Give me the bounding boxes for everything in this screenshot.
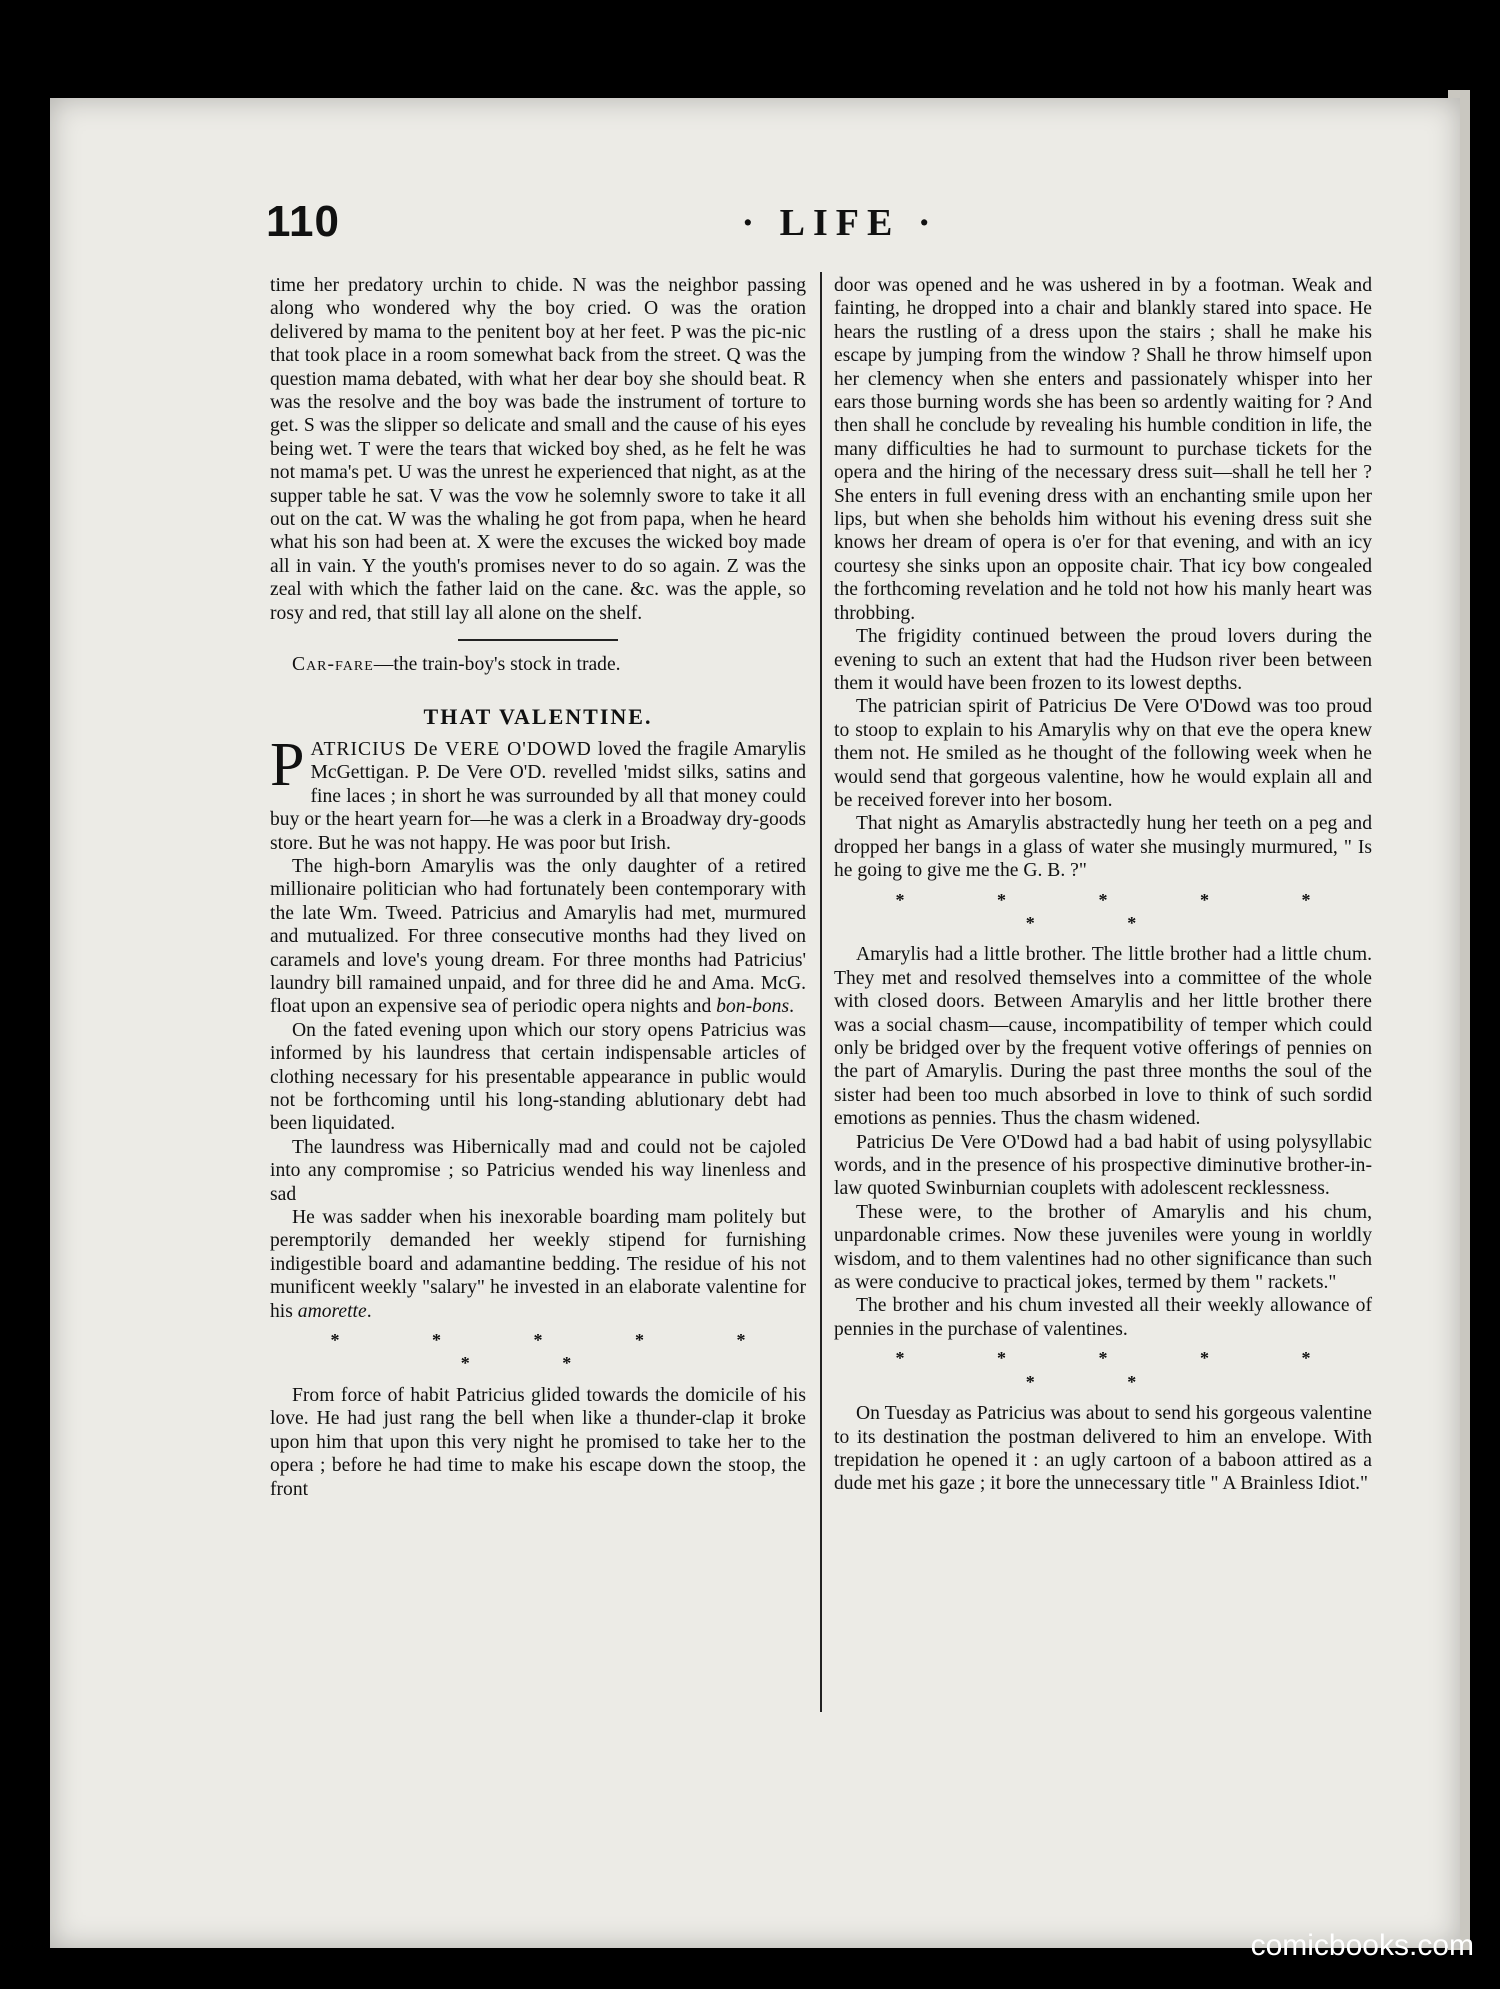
section-stars: * * * * * * *	[895, 889, 1355, 933]
section-stars: * * * * * * *	[895, 1348, 1355, 1392]
right-paragraph-2: The frigidity continued between the proud lovers during the evening to such an extent that had the Hudson river been between them it would have been frozen to its lowest depths.	[834, 626, 1372, 694]
masthead-title: · LIFE ·	[741, 202, 939, 244]
right-column	[834, 274, 1372, 1496]
story-paragraph-1	[270, 730, 806, 855]
story-lead-caps: ATRICIUS De VERE O'DOWD	[310, 738, 592, 760]
carfare-joke	[270, 653, 806, 676]
right-paragraph-3: The patrician spirit of Patricius De Vere O'Dowd was too proud to stoop to explain to his Amarylis why on that eve the opera knew them not. He smiled as he thought of the following week when he would send that gorgeous valentine, how he would explain all and be received forever into her bosom.	[834, 696, 1372, 811]
alphabet-text: time her predatory urchin to chide. N was the neighbor passing along who wondered why the boy cried. O was the oration delivered by mama to the penitent boy at her feet. P was the pic-nic that took place in a room somewhat back from the street. Q was the question mama debated, with what her dear boy she should beat. R was the resolve and the boy was bade the instrument of torture to get. S was the slipper so delicate and small and the cause of his eyes being wet. T were the tears that wicked boy shed, as he felt he was not mama's pet. U was the unrest he experienced that night, as at the supper table he sat. V was the vow he solemnly swore to take it all out on the cat. W was the whaling he got from papa, when he heard what his son had been at. X were the excuses the wicked boy made all in vain. Y the youth's promises never to do so again. Z was the zeal with which the father laid on the cane. &c. was the apple, so rosy and red, that still lay all alone on the shelf.	[270, 275, 806, 624]
story-paragraph-3: On the fated evening upon which our story opens Patricius was informed by his laundress that certain indispensable articles of clothing necessary for his presentable appearance in public would not be forthcoming until his long-standing ablutionary debt had been liquidated.	[270, 1019, 806, 1135]
story-paragraph-5-italic: amorette	[297, 1300, 367, 1322]
story-paragraph-2	[270, 855, 806, 1019]
story-paragraph-5-end: .	[366, 1300, 372, 1322]
story-paragraph-2-italic: bon-bons	[716, 996, 790, 1018]
left-column	[270, 274, 806, 1501]
right-paragraph-4: That night as Amarylis abstractedly hung her teeth on a peg and dropped her bangs in a glass of water she musingly murmured, " Is he going to give me the G. B. ?"	[834, 813, 1372, 882]
story-paragraph-1-text: loved the fragile Amarylis McGettigan. P. De Vere O'D. revelled 'midst silks, satins and fine laces ; in short he was surrounded by all that money could buy or the heart yearn for—he was a clerk in a Broadway dry-goods store. But he was not happy. He was poor but Irish.	[270, 738, 806, 854]
section-rule	[458, 639, 618, 641]
right-paragraph-5: Amarylis had a little brother. The little brother had a little chum. They met and resolved themselves into a committee of the whole with closed doors. Between Amarylis and her little brother there was a social chasm—cause, incompatibility of temper which could only be bridged over by the frequent votive offerings of pennies on the part of Amarylis. During the past three months the soul of the sister had been too much absorbed in love to think of such sordid emotions as pennies. Thus the chasm widened.	[834, 944, 1372, 1130]
column-divider	[820, 272, 822, 1712]
story-paragraph-5	[270, 1206, 806, 1323]
right-paragraph-1: door was opened and he was ushered in by a footman. Weak and fainting, he dropped into a chair and blankly stared into space. He hears the rustling of a dress upon the stairs ; shall he make his escape by jumping from the window ? Shall he throw himself upon her clemency when she enters and passionately whisper into her ears those burning words she has been so ardently waiting for ? And then shall he conclude by revealing his humble condition in life, the many difficulties he had to surmount to purchase tickets for the opera and the hiring of the necessary dress suit—shall he tell her ? She enters in full evening dress with an enchanting smile upon her lips, but when she beholds him without his evening dress suit she knows her dream of opera is o'er for that evening, and with an icy courtesy she sinks upon an opposite chair. That icy bow congealed the forthcoming revelation and he told not how his manly heart was throbbing.	[834, 275, 1372, 624]
section-stars: * * * * * * *	[330, 1330, 790, 1374]
right-paragraph-8: The brother and his chum invested all their weekly allowance of pennies in the purchase of valentines.	[834, 1295, 1372, 1340]
story-paragraph-2-text: The high-born Amarylis was the only daughter of a retired millionaire politician who had fortunately been contemporary with the late Wm. Tweed. Patricius and Amarylis had met, murmured and mutualized. For three consecutive months had they lived on caramels and love's young dream. For three months had Patricius' laundry bill ramained unpaid, and for three did he and Ama. McG. float upon an expensive sea of periodic opera nights and	[270, 855, 806, 1018]
right-paragraph-9: On Tuesday as Patricius was about to send his gorgeous valentine to its destination the postman delivered to him an envelope. With trepidation he opened it : an ugly cartoon of a baboon attired as a dude met his gaze ; it bore the unnecessary title " A Brainless Idiot."	[834, 1403, 1372, 1495]
story-paragraph-4: The laundress was Hibernically mad and could not be cajoled into any compromise ; so Patricius wended his way linenless and sad	[270, 1136, 806, 1205]
story-paragraph-6: From force of habit Patricius glided towards the domicile of his love. He had just rang the bell when like a thunder-clap it broke upon him that upon this very night he promised to take her to the opera ; before he had time to make his escape down the stoop, the front	[270, 1384, 806, 1500]
story-paragraph-5-text: He was sadder when his inexorable boarding mam politely but peremptorily demanded her weekly stipend for furnishing indigestible board and adamantine bedding. The residue of his not munificent weekly "salary" he invested in an elaborate valentine for his	[270, 1207, 806, 1322]
carfare-definition: —the train-boy's stock in trade.	[373, 654, 621, 676]
watermark-text: comicbooks.com	[1250, 1929, 1474, 1962]
drop-cap: P	[270, 730, 305, 799]
story-title: THAT VALENTINE.	[423, 703, 653, 729]
right-paragraph-6: Patricius De Vere O'Dowd had a bad habit of using polysyllabic words, and in the presence of his prospective diminutive brother-in-law quoted Swinburnian couplets with adolescent recklessness.	[834, 1131, 1372, 1200]
carfare-term: Car-fare	[292, 654, 374, 676]
right-paragraph-7: These were, to the brother of Amarylis and his chum, unpardonable crimes. Now these juveniles were young in worldly wisdom, and to them valentines had no other significance than such as were conducive to practical jokes, termed by them " rackets."	[834, 1201, 1372, 1294]
story-paragraph-2-end: .	[789, 996, 795, 1018]
page-number: 110	[266, 197, 340, 246]
